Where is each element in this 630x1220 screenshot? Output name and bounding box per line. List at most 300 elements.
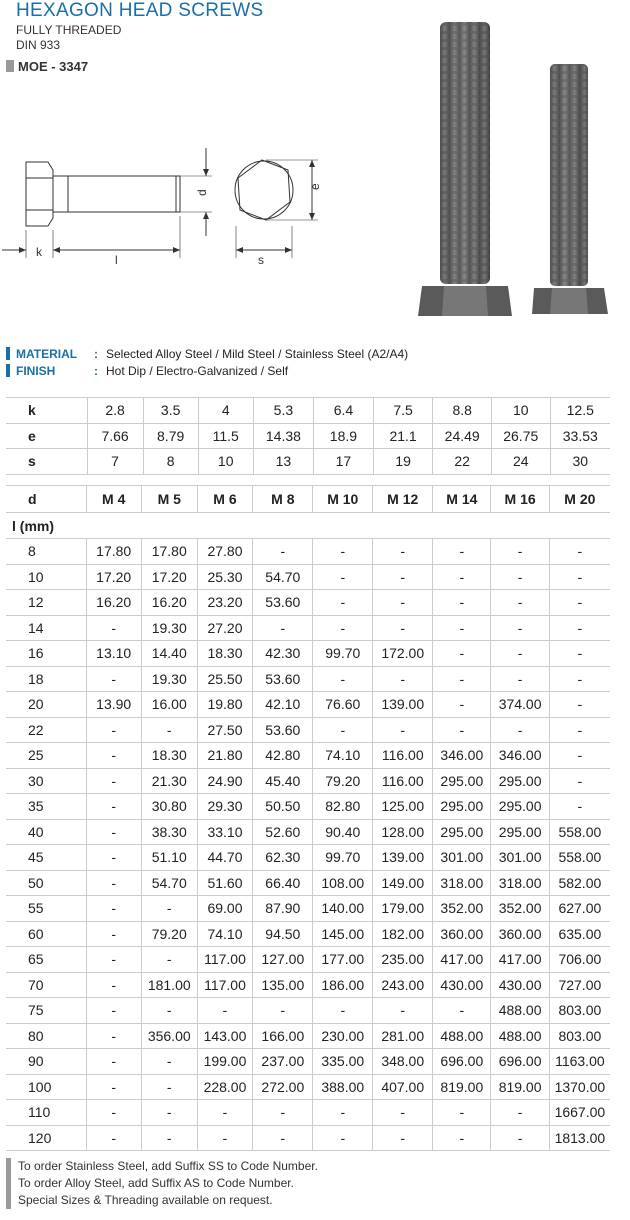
price-cell: 69.00 [197,896,253,922]
price-cell: 360.00 [433,921,491,947]
length-cell: 40 [6,819,86,845]
price-cell: 99.70 [313,641,373,667]
price-cell: 281.00 [373,1023,433,1049]
price-row [6,1074,610,1100]
dimension-cell: 22 [433,449,492,475]
price-cell: 348.00 [373,1049,433,1075]
price-cell: 1370.00 [549,1074,610,1100]
price-cell: 696.00 [433,1049,491,1075]
price-cell: - [86,947,141,973]
price-cell: 179.00 [373,896,433,922]
price-cell: - [433,1100,491,1126]
price-cell: 16.20 [86,590,141,616]
product-code [6,59,88,74]
price-cell: - [141,896,197,922]
price-cell: 295.00 [433,819,491,845]
price-cell: 237.00 [253,1049,313,1075]
price-cell: 272.00 [253,1074,313,1100]
price-cell: 44.70 [197,845,253,871]
price-cell: - [433,590,491,616]
price-cell: 488.00 [491,998,549,1024]
subtitle-thread: FULLY THREADED [16,23,122,37]
price-row [6,794,610,820]
price-cell: - [253,615,313,641]
price-row [6,743,610,769]
price-row [6,768,610,794]
price-cell: 29.30 [197,794,253,820]
price-cell: 199.00 [197,1049,253,1075]
finish-row: FINISH : Hot Dip / Electro-Galvanized / Self [6,362,408,379]
price-cell: 230.00 [313,1023,373,1049]
price-cell: - [491,1100,549,1126]
length-cell: 100 [6,1074,86,1100]
dimension-cell: 7 [87,449,143,475]
size-header-cell: M 20 [549,486,610,513]
length-cell: 45 [6,845,86,871]
dimension-row [6,398,610,424]
price-cell: 38.30 [141,819,197,845]
price-cell: 17.20 [86,564,141,590]
price-cell: 27.50 [197,717,253,743]
price-cell: 17.80 [141,539,197,565]
price-cell: 82.80 [313,794,373,820]
price-cell: 17.20 [141,564,197,590]
price-cell: 21.80 [197,743,253,769]
price-cell: 18.30 [197,641,253,667]
dimension-cell: 6.4 [314,398,374,424]
price-cell: 488.00 [433,1023,491,1049]
price-cell: 228.00 [197,1074,253,1100]
price-cell: - [86,845,141,871]
price-row [6,692,610,718]
price-cell: - [549,615,610,641]
material-row: MATERIAL : Selected Alloy Steel / Mild Steel / Stainless Steel (A2/A4) [6,345,408,362]
length-cell: 60 [6,921,86,947]
size-header-cell: M 4 [86,486,141,513]
dimension-cell: 21.1 [373,423,433,449]
technical-drawing [0,140,330,270]
price-cell: 51.10 [141,845,197,871]
price-cell: 54.70 [141,870,197,896]
dimension-row [6,423,610,449]
price-row [6,972,610,998]
price-cell: - [433,692,491,718]
price-row [6,845,610,871]
price-cell: 582.00 [549,870,610,896]
price-row [6,1023,610,1049]
price-cell: 295.00 [491,819,549,845]
price-cell: - [373,1100,433,1126]
dimension-cell: 30 [550,449,610,475]
length-cell: 30 [6,768,86,794]
dimension-label: k [6,398,87,424]
label-e: e [308,183,322,190]
price-cell: 42.10 [253,692,313,718]
price-cell: 50.50 [253,794,313,820]
price-cell: 79.20 [141,921,197,947]
price-cell: 139.00 [373,692,433,718]
price-cell: 235.00 [373,947,433,973]
price-row [6,947,610,973]
price-cell: 13.90 [86,692,141,718]
price-cell: - [433,666,491,692]
dimension-cell: 33.53 [550,423,610,449]
price-cell: - [433,1125,491,1151]
dimension-row [6,449,610,475]
price-cell: - [141,998,197,1024]
price-cell: 407.00 [373,1074,433,1100]
bolt-shank [53,176,180,212]
dimension-table [6,397,610,475]
dimension-cell: 18.9 [314,423,374,449]
price-cell: 25.50 [197,666,253,692]
price-cell: 803.00 [549,998,610,1024]
length-cell: 10 [6,564,86,590]
price-cell: - [549,717,610,743]
price-cell: - [141,1049,197,1075]
dimension-cell: 3.5 [143,398,198,424]
price-cell: 356.00 [141,1023,197,1049]
price-cell: - [433,564,491,590]
price-cell: - [86,666,141,692]
footer-note: To order Stainless Steel, add Suffix SS to Code Number. [18,1159,318,1173]
dimension-cell: 7.66 [87,423,143,449]
price-row [6,641,610,667]
label-d: d [195,189,209,196]
price-cell: - [197,998,253,1024]
price-cell: - [86,1023,141,1049]
price-cell: 127.00 [253,947,313,973]
length-cell: 8 [6,539,86,565]
price-cell: - [141,717,197,743]
price-cell: 558.00 [549,819,610,845]
price-cell: 117.00 [197,947,253,973]
size-header-cell: M 16 [491,486,549,513]
price-table [6,485,610,1151]
price-cell: - [491,1125,549,1151]
dimension-cell: 8.79 [143,423,198,449]
price-cell: 53.60 [253,717,313,743]
dimension-cell: 8.8 [433,398,492,424]
price-cell: - [373,615,433,641]
price-cell: 143.00 [197,1023,253,1049]
price-cell: - [141,1100,197,1126]
price-cell: 335.00 [313,1049,373,1075]
price-cell: - [141,1125,197,1151]
price-cell: - [86,1074,141,1100]
price-cell: - [549,539,610,565]
price-row [6,819,610,845]
price-row [6,1125,610,1151]
price-cell: 87.90 [253,896,313,922]
dimension-cell: 10 [491,398,550,424]
price-row [6,870,610,896]
price-cell: 45.40 [253,768,313,794]
price-cell: 30.80 [141,794,197,820]
price-cell: 635.00 [549,921,610,947]
price-row [6,615,610,641]
price-cell: 803.00 [549,1023,610,1049]
material-value: Selected Alloy Steel / Mild Steel / Stainless Steel (A2/A4) [106,346,409,361]
price-cell: 66.40 [253,870,313,896]
price-cell: 21.30 [141,768,197,794]
price-row [6,590,610,616]
price-cell: - [491,641,549,667]
price-cell: 139.00 [373,845,433,871]
size-header-row [6,486,610,513]
price-cell: - [549,641,610,667]
price-cell: 53.60 [253,666,313,692]
length-unit-row [6,513,610,539]
price-cell: 54.70 [253,564,313,590]
size-header-cell: M 6 [197,486,253,513]
price-row [6,539,610,565]
length-cell: 14 [6,615,86,641]
dimension-cell: 5.3 [253,398,313,424]
dimension-cell: 19 [373,449,433,475]
code-marker-icon [6,60,14,72]
price-cell: - [373,539,433,565]
size-header-cell: M 8 [253,486,313,513]
price-cell: 52.60 [253,819,313,845]
price-cell: - [253,1100,313,1126]
dimension-cell: 17 [314,449,374,475]
dimension-cell: 2.8 [87,398,143,424]
price-cell: 301.00 [433,845,491,871]
price-cell: 19.30 [141,666,197,692]
price-row [6,666,610,692]
price-cell: 318.00 [491,870,549,896]
price-row [6,896,610,922]
size-header-cell: M 5 [141,486,197,513]
price-cell: - [549,794,610,820]
price-cell: - [313,539,373,565]
price-cell: - [313,1125,373,1151]
price-cell: - [433,539,491,565]
price-cell: - [253,539,313,565]
price-cell: 181.00 [141,972,197,998]
price-cell: - [491,615,549,641]
price-cell: - [373,564,433,590]
price-cell: - [86,1125,141,1151]
length-cell: 120 [6,1125,86,1151]
dimension-cell: 8 [143,449,198,475]
price-cell: - [433,998,491,1024]
price-row [6,717,610,743]
price-cell: 696.00 [491,1049,549,1075]
price-cell: - [373,717,433,743]
price-cell: 27.80 [197,539,253,565]
price-cell: 388.00 [313,1074,373,1100]
price-cell: 17.80 [86,539,141,565]
price-cell: 374.00 [491,692,549,718]
price-cell: - [197,1125,253,1151]
dimension-cell: 10 [198,449,253,475]
length-cell: 35 [6,794,86,820]
material-marker [6,347,10,360]
price-cell: 117.00 [197,972,253,998]
price-cell: - [491,564,549,590]
price-cell: 74.10 [197,921,253,947]
price-cell: - [86,819,141,845]
price-cell: 430.00 [433,972,491,998]
page-title: HEXAGON HEAD SCREWS [16,0,264,21]
price-cell: 301.00 [491,845,549,871]
length-cell: 18 [6,666,86,692]
price-cell: 295.00 [491,768,549,794]
dimension-cell: 11.5 [198,423,253,449]
dimension-label: e [6,423,87,449]
price-cell: 177.00 [313,947,373,973]
price-row [6,998,610,1024]
price-cell: 727.00 [549,972,610,998]
price-cell: - [141,947,197,973]
price-cell: 558.00 [549,845,610,871]
price-cell: - [313,1100,373,1126]
length-cell: 22 [6,717,86,743]
price-cell: 1163.00 [549,1049,610,1075]
price-cell: 145.00 [313,921,373,947]
length-cell: 90 [6,1049,86,1075]
price-cell: 318.00 [433,870,491,896]
price-cell: 430.00 [491,972,549,998]
length-cell: 110 [6,1100,86,1126]
dimension-cell: 13 [253,449,313,475]
price-cell: 417.00 [433,947,491,973]
price-cell: 18.30 [141,743,197,769]
price-cell: - [86,896,141,922]
price-cell: - [313,590,373,616]
price-cell: - [491,590,549,616]
price-cell: - [313,564,373,590]
price-cell: - [549,743,610,769]
price-cell: 27.20 [197,615,253,641]
price-cell: - [86,1049,141,1075]
price-cell: 243.00 [373,972,433,998]
price-cell: 360.00 [491,921,549,947]
price-cell: - [86,717,141,743]
dimension-cell: 4 [198,398,253,424]
price-cell: - [373,666,433,692]
price-cell: 23.20 [197,590,253,616]
dimension-cell: 24.49 [433,423,492,449]
price-cell: 19.30 [141,615,197,641]
price-row [6,564,610,590]
price-cell: 135.00 [253,972,313,998]
length-cell: 20 [6,692,86,718]
price-cell: - [373,590,433,616]
price-cell: 19.80 [197,692,253,718]
price-cell: 125.00 [373,794,433,820]
price-cell: 94.50 [253,921,313,947]
price-cell: - [373,1125,433,1151]
finish-marker [6,364,10,377]
price-cell: 13.10 [86,641,141,667]
price-cell: - [549,590,610,616]
dimension-cell: 24 [491,449,550,475]
price-cell: 346.00 [433,743,491,769]
price-cell: 417.00 [491,947,549,973]
product-code-text: MOE - 3347 [18,59,89,74]
length-cell: 75 [6,998,86,1024]
length-cell: 50 [6,870,86,896]
size-header-label: d [6,486,86,513]
price-cell: 16.00 [141,692,197,718]
price-row [6,1049,610,1075]
dimension-cell: 14.38 [253,423,313,449]
material-label: MATERIAL [16,346,78,361]
price-cell: - [549,666,610,692]
price-cell: - [433,641,491,667]
price-cell: - [141,1074,197,1100]
price-cell: 128.00 [373,819,433,845]
price-cell: 16.20 [141,590,197,616]
price-cell: - [549,564,610,590]
length-cell: 55 [6,896,86,922]
price-cell: 172.00 [373,641,433,667]
price-cell: 116.00 [373,768,433,794]
price-cell: - [197,1100,253,1126]
price-cell: 1667.00 [549,1100,610,1126]
product-photo [400,18,620,328]
length-cell: 25 [6,743,86,769]
price-cell: 25.30 [197,564,253,590]
dimension-label: s [6,449,87,475]
finish-label: FINISH [16,363,56,378]
length-cell: 65 [6,947,86,973]
dimension-cell: 7.5 [373,398,433,424]
price-cell: - [433,717,491,743]
price-cell: 352.00 [433,896,491,922]
price-row [6,921,610,947]
price-cell: - [549,692,610,718]
price-cell: 186.00 [313,972,373,998]
bolt-head-side [26,162,53,226]
size-header-cell: M 12 [373,486,433,513]
bolt-head-front [238,160,290,220]
price-cell: 488.00 [491,1023,549,1049]
length-cell: 70 [6,972,86,998]
price-cell: 74.10 [313,743,373,769]
label-s: s [258,253,264,267]
price-cell: - [86,921,141,947]
price-cell: 116.00 [373,743,433,769]
price-cell: - [313,615,373,641]
dimension-cell: 26.75 [491,423,550,449]
price-cell: - [491,539,549,565]
price-cell: - [491,666,549,692]
price-cell: - [86,870,141,896]
price-cell: 42.80 [253,743,313,769]
price-cell: - [86,615,141,641]
price-cell: 108.00 [313,870,373,896]
finish-value: Hot Dip / Electro-Galvanized / Self [106,363,289,378]
price-cell: - [313,717,373,743]
price-cell: 346.00 [491,743,549,769]
price-cell: 53.60 [253,590,313,616]
price-cell: 819.00 [433,1074,491,1100]
price-cell: 295.00 [433,768,491,794]
price-cell: - [313,666,373,692]
price-cell: - [86,1100,141,1126]
price-cell: 627.00 [549,896,610,922]
price-cell: 14.40 [141,641,197,667]
length-cell: 80 [6,1023,86,1049]
price-cell: 149.00 [373,870,433,896]
price-cell: - [313,998,373,1024]
price-cell: 42.30 [253,641,313,667]
price-cell: 295.00 [491,794,549,820]
